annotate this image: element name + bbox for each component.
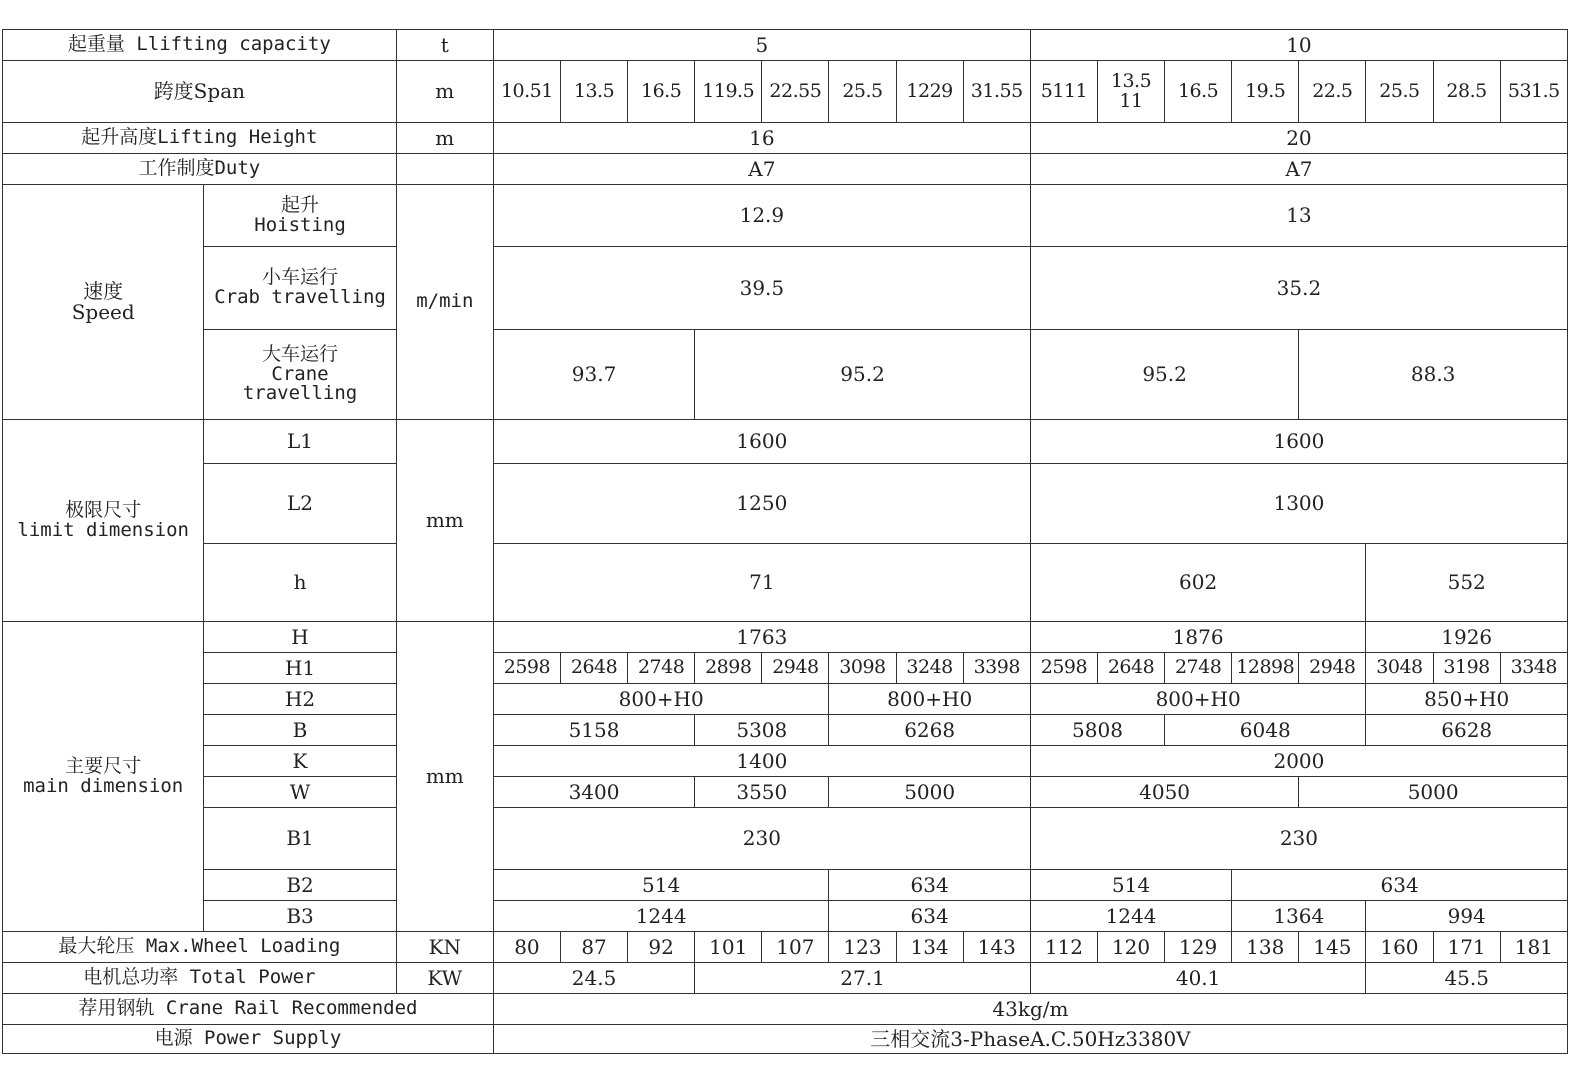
span-cell: 22.5 [1299,61,1366,123]
total-power-value: 27.1 [695,963,1031,994]
H1-cell: 12898 [1232,653,1299,684]
duty-label: 工作制度Duty [3,154,397,185]
wheel-cell: 145 [1299,932,1366,963]
row-rail [3,994,1568,1025]
span-cell: 16.5 [1165,61,1232,123]
W-value: 5000 [1299,777,1568,808]
capacity-value-5t: 5 [493,30,1030,61]
duty-value: A7 [493,154,1030,185]
H1-cell: 2948 [762,653,829,684]
span-cell-top: 13.5 [1110,69,1152,92]
H-label: H [204,622,396,653]
row-span [3,61,1568,123]
span-cell: 16.5 [628,61,695,123]
row-speed-crab [3,247,1568,330]
wheel-cell: 181 [1500,932,1567,963]
power-supply-value: 三相交流3-PhaseA.C.50Hz3380V [493,1025,1567,1054]
rail-value: 43kg/m [493,994,1567,1025]
span-cell-double [1097,61,1164,123]
row-main-H2 [3,684,1568,715]
crane-value: 95.2 [695,330,1031,420]
total-power-unit: KW [396,963,493,994]
lifting-height-unit: m [396,123,493,154]
limit-group-label [3,420,204,622]
K-label: K [204,746,396,777]
hoisting-label-cn: 起升 [281,193,320,216]
lifting-height-value: 20 [1030,123,1567,154]
H1-cell: 3348 [1500,653,1567,684]
H1-cell: 2648 [1097,653,1164,684]
crane-value: 88.3 [1299,330,1568,420]
B3-value: 1364 [1232,901,1366,932]
row-limit-h [3,544,1568,622]
B-value: 5808 [1030,715,1164,746]
H1-cell: 2648 [560,653,627,684]
span-cell: 5111 [1030,61,1097,123]
crane-value: 93.7 [493,330,694,420]
H2-value: 850+H0 [1366,684,1568,715]
total-power-value: 40.1 [1030,963,1366,994]
H1-cell: 2748 [628,653,695,684]
l1-value: 1600 [1030,420,1567,464]
row-main-H [3,622,1568,653]
W-value: 5000 [829,777,1030,808]
W-value: 4050 [1030,777,1298,808]
span-cell: 25.5 [1366,61,1433,123]
row-capacity [3,30,1568,61]
crane-spec-table [2,29,1568,1054]
row-wheel-loading [3,932,1568,963]
l2-label: L2 [204,464,396,544]
H2-value: 800+H0 [829,684,1030,715]
H2-value: 800+H0 [493,684,829,715]
l1-label: L1 [204,420,396,464]
duty-value: A7 [1030,154,1567,185]
main-label-cn: 主要尺寸 [65,754,142,777]
wheel-cell: 101 [695,932,762,963]
H2-value: 800+H0 [1030,684,1366,715]
limit-label-cn: 极限尺寸 [65,498,142,521]
H-value: 1763 [493,622,1030,653]
span-cell: 31.55 [963,61,1030,123]
crane-label-en1: Crane [271,362,329,385]
K-value: 2000 [1030,746,1567,777]
wheel-cell: 129 [1165,932,1232,963]
wheel-loading-unit: KN [396,932,493,963]
B3-value: 1244 [1030,901,1231,932]
wheel-loading-label: 最大轮压 Max.Wheel Loading [3,932,397,963]
span-cell: 531.5 [1500,61,1567,123]
row-duty [3,154,1568,185]
l1-value: 1600 [493,420,1030,464]
total-power-value: 45.5 [1366,963,1568,994]
main-group-label [3,622,204,932]
crab-label-cn: 小车运行 [262,266,339,289]
span-cell: 22.55 [762,61,829,123]
span-cell: 13.5 [560,61,627,123]
row-total-power [3,963,1568,994]
H1-cell: 2748 [1165,653,1232,684]
crab-value: 39.5 [493,247,1030,330]
B-value: 6628 [1366,715,1568,746]
H-value: 1926 [1366,622,1568,653]
row-main-W [3,777,1568,808]
H1-cell: 3198 [1433,653,1500,684]
span-cell: 10.51 [493,61,560,123]
wheel-cell: 107 [762,932,829,963]
span-cell: 19.5 [1232,61,1299,123]
lifting-height-value: 16 [493,123,1030,154]
wheel-cell: 92 [628,932,695,963]
row-limit-l2 [3,464,1568,544]
H1-cell: 3248 [896,653,963,684]
K-value: 1400 [493,746,1030,777]
h-value: 552 [1366,544,1568,622]
row-main-B1 [3,808,1568,870]
row-lifting-height [3,123,1568,154]
B-label: B [204,715,396,746]
span-cell: 25.5 [829,61,896,123]
H1-cell: 3048 [1366,653,1433,684]
H-value: 1876 [1030,622,1366,653]
wheel-cell: 171 [1433,932,1500,963]
H1-cell: 2898 [695,653,762,684]
B-value: 5308 [695,715,829,746]
B-value: 6268 [829,715,1030,746]
total-power-value: 24.5 [493,963,694,994]
row-limit-l1 [3,420,1568,464]
H1-label: H1 [204,653,396,684]
H1-cell: 2948 [1299,653,1366,684]
wheel-cell: 80 [493,932,560,963]
crane-label [204,330,396,420]
span-label: 跨度Span [3,61,397,123]
span-unit: m [396,61,493,123]
span-cell: 119.5 [695,61,762,123]
wheel-cell: 143 [963,932,1030,963]
hoisting-value: 12.9 [493,185,1030,247]
h-value: 71 [493,544,1030,622]
wheel-cell: 134 [896,932,963,963]
B2-value: 634 [1232,870,1568,901]
B1-value: 230 [493,808,1030,870]
l2-value: 1300 [1030,464,1567,544]
row-main-B2 [3,870,1568,901]
H1-cell: 3398 [963,653,1030,684]
main-label-en: main dimension [23,774,184,797]
limit-unit: mm [396,420,493,622]
W-value: 3550 [695,777,829,808]
crab-label-en: Crab travelling [214,286,386,308]
row-main-K [3,746,1568,777]
row-main-B3 [3,901,1568,932]
B-value: 6048 [1165,715,1366,746]
B-value: 5158 [493,715,694,746]
crab-value: 35.2 [1030,247,1567,330]
wheel-cell: 138 [1232,932,1299,963]
row-speed-crane [3,330,1568,420]
main-unit: mm [396,622,493,932]
hoisting-label [204,185,396,247]
B3-value: 634 [829,901,1030,932]
W-value: 3400 [493,777,694,808]
h-value: 602 [1030,544,1366,622]
hoisting-value: 13 [1030,185,1567,247]
wheel-cell: 87 [560,932,627,963]
crab-label [204,247,396,330]
row-main-B [3,715,1568,746]
crane-label-cn: 大车运行 [262,342,339,365]
duty-unit [396,154,493,185]
capacity-value-10t: 10 [1030,30,1567,61]
B2-label: B2 [204,870,396,901]
speed-label-cn: 速度 [83,279,124,303]
W-label: W [204,777,396,808]
wheel-cell: 160 [1366,932,1433,963]
total-power-label: 电机总功率 Total Power [3,963,397,994]
H2-label: H2 [204,684,396,715]
B1-label: B1 [204,808,396,870]
h-label: h [204,544,396,622]
B2-value: 634 [829,870,1030,901]
speed-label-en: Speed [71,300,135,324]
span-cell: 28.5 [1433,61,1500,123]
power-supply-label: 电源 Power Supply [3,1025,494,1054]
row-power-supply [3,1025,1568,1054]
row-speed-hoisting [3,185,1568,247]
H1-cell: 2598 [1030,653,1097,684]
B2-value: 514 [1030,870,1231,901]
lifting-height-label: 起升高度Lifting Height [3,123,397,154]
B3-label: B3 [204,901,396,932]
row-main-H1 [3,653,1568,684]
rail-label: 荐用钢轨 Crane Rail Recommended [3,994,494,1025]
speed-group-label [3,185,204,420]
B2-value: 514 [493,870,829,901]
crane-label-en2: travelling [242,382,358,405]
wheel-cell: 112 [1030,932,1097,963]
span-cell: 1229 [896,61,963,123]
wheel-cell: 123 [829,932,896,963]
l2-value: 1250 [493,464,1030,544]
B3-value: 994 [1366,901,1568,932]
hoisting-label-en: Hoisting [254,213,346,236]
wheel-cell: 120 [1097,932,1164,963]
speed-unit: m/min [396,185,493,420]
B3-value: 1244 [493,901,829,932]
limit-label-en: limit dimension [17,518,189,541]
capacity-label: 起重量 Llifting capacity [3,30,397,61]
B1-value: 230 [1030,808,1567,870]
capacity-unit: t [396,30,493,61]
H1-cell: 3098 [829,653,896,684]
H1-cell: 2598 [493,653,560,684]
span-cell-bottom: 11 [1119,89,1143,112]
crane-value: 95.2 [1030,330,1298,420]
